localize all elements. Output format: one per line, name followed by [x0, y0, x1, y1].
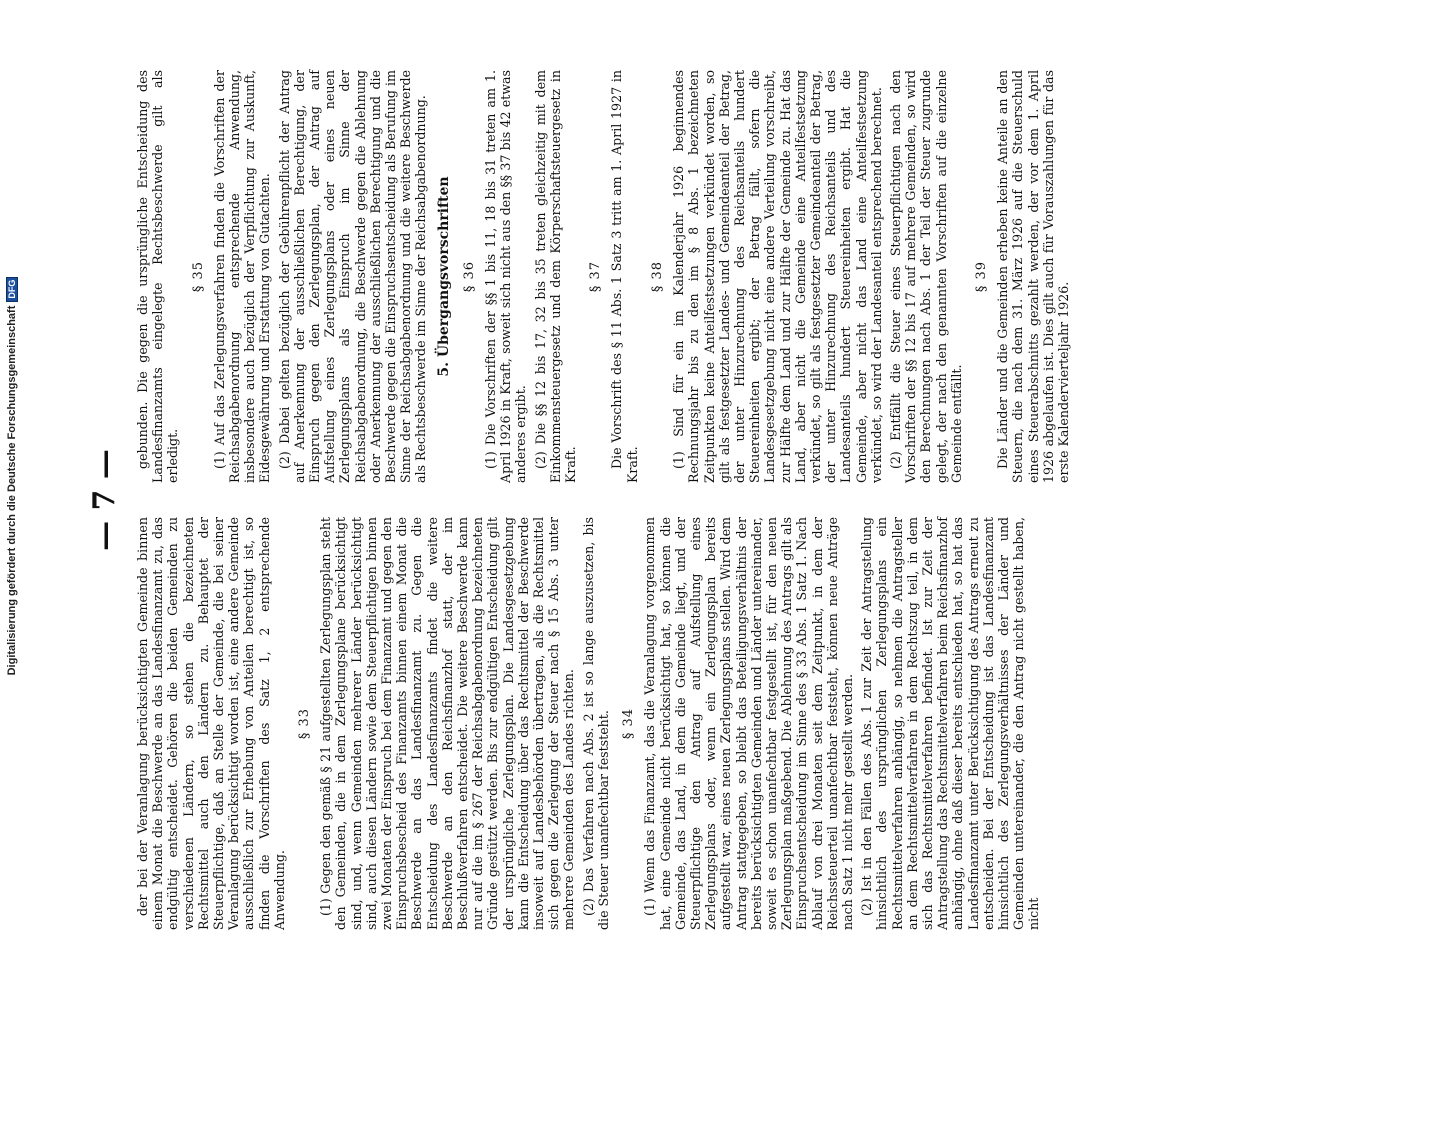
right-column — [135, 70, 1347, 483]
paragraph: (2) Das Verfahren nach Abs. 2 ist so lange auszusetzen, bis die Steuer unanfechtbar feststeht. — [580, 517, 611, 930]
left-column — [135, 517, 1347, 930]
section-number: § 37 — [588, 260, 604, 293]
section-heading: 5. Übergangsvorschriften — [435, 176, 452, 377]
credit-text: Digitalisierung gefördert durch die Deutsche Forschungsgemeinschaft — [6, 305, 18, 676]
section-number: § 33 — [297, 707, 313, 740]
section-number: § 38 — [649, 260, 665, 293]
paragraph: (1) Sind für ein im Kalenderjahr 1926 beginnendes Rechnungsjahr bis zu den im § 8 Abs. 1 bezeichneten Zeitpunkten keine Anteilfestsetzungen verkündet worden, so gilt als festgesetzter Landes- und Gemeindeanteil der Betrag, der unter Hinzurechnung des Reichsanteils hundert Steuereinheiten ergibt; der Betrag fällt, sofern die Landesgesetzgebung nicht eine andere Verteilung vorschreibt, zur Hälfte dem Land und zur Hälfte der Gemeinde zu. Hat das Land, aber nicht die Gemeinde eine Anteilfestsetzung verkündet, so gilt als festgesetzter Gemeindeanteil der Betrag, der unter Hinzurechnung des Reichsanteils und des Landesanteils hundert Steuereinheiten ergibt. Hat die Gemeinde, aber nicht das Land eine Anteilfestsetzung verkündet, so wird der Landesanteil entsprechend berechnet. — [671, 70, 884, 483]
paragraph: (2) Dabei gelten bezüglich der Gebührenpflicht der Antrag auf Anerkennung der ausschließlichen Berechtigung, der Einspruch gegen den Zerlegungsplan, der Antrag auf Aufstellung eines Zerlegungsplans oder eines neuen Zerlegungsplans als Einspruch im Sinne der Reichsabgabenordnung, die Beschwerde gegen die Ablehnung oder Anerkennung der ausschließlichen Berechtigung und die Beschwerde gegen die Einspruchsentscheidung als Berufung im Sinne der Reichsabgabenordnung und die weitere Beschwerde als Rechtsbeschwerde im Sinne der Reichsabgabenordnung. — [276, 70, 429, 483]
paragraph: (1) Gegen den gemäß § 21 aufgestellten Zerlegungsplan steht den Gemeinden, die in dem Zerlegungsplane berücksichtigt sind, und, wenn Gemeinden mehrerer Länder berücksichtigt sind, auch diesen Ländern sowie dem Steuerpflichtigen binnen zwei Monaten der Einspruch bei dem Finanzamt und gegen den Einspruchsbescheid des Finanzamts binnen einem Monat die Beschwerde an das Landesfinanzamt zu. Gegen die Entscheidung des Landesfinanzamts findet die weitere Beschwerde an den Reichsfinanzhof statt, der im Beschlußverfahren entscheidet. Die weitere Beschwerde kann nur auf die im § 267 der Reichsabgabenordnung bezeichneten Gründe gestützt werden. Bis zur endgültigen Entscheidung gilt der ursprüngliche Zerlegungsplan. Die Landesgesetzgebung kann die Entscheidung über das Rechtsmittel der Beschwerde insoweit auf Landesbehörden übertragen, als die Rechtsmittel sich gegen die Zerlegung der Steuer nach § 15 Abs. 3 unter mehrere Gemeinden des Landes richten. — [318, 517, 577, 930]
digitization-credit — [2, 20, 18, 992]
paragraph: (2) Die §§ 12 bis 17, 32 bis 35 treten gleichzeitig mit dem Einkommensteuergesetz und dem Körperschaftsteuergesetz in Kraft. — [532, 70, 579, 483]
section-number: § 35 — [190, 260, 206, 293]
paragraph: (2) Ist in den Fällen des Abs. 1 zur Zeit der Antragstellung hinsichtlich des ursprünglichen Zerlegungsplans ein Rechtsmittelverfahren anhängig, so nehmen die Antragsteller an dem Rechtsmittelverfahren in dem Rechtszug teil, in dem sich das Rechtsmittelverfahren befindet. Ist zur Zeit der Antragstellung das Rechtsmittelverfahren beim Reichsfinanzhof anhängig, ohne daß dieser bereits entschieden hat, so hat das Landesfinanzamt unter Berücksichtigung des Antrags erneut zu entscheiden. Bei der Entscheidung ist das Landesfinanzamt hinsichtlich des Zerlegungsverhältnisses der Länder und Gemeinden untereinander, die den Antrag nicht gestellt haben, nicht — [859, 517, 1042, 930]
paragraph: der bei der Veranlagung berücksichtigten Gemeinde binnen einem Monat die Beschwerde an das Landesfinanzamt zu, das endgültig entscheidet. Gehören die beiden Gemeinden zu verschiedenen Ländern, so stehen die bezeichneten Rechtsmittel auch den Ländern zu. Behauptet der Steuerpflichtige, daß an Stelle der Gemeinde, die bei seiner Veranlagung berücksichtigt worden ist, eine andere Gemeinde ausschließlich zur Erhebung von Anteilen berechtigt ist, so finden die Vorschriften des Satz 1, 2 entsprechende Anwendung. — [135, 517, 287, 930]
section-number: § 34 — [621, 707, 637, 740]
page-number: — 7 — — [87, 449, 122, 551]
upright-page — [87, 60, 1347, 940]
paragraph: Die Vorschrift des § 11 Abs. 1 Satz 3 tritt am 1. April 1927 in Kraft. — [609, 70, 640, 483]
rotated-sheet — [87, 0, 1347, 1130]
paragraph: (1) Wenn das Finanzamt, das die Veranlagung vorgenommen hat, eine Gemeinde nicht berücksichtigt hat, so können die Gemeinde, das Land, in dem die Gemeinde liegt, und der Steuerpflichtige den Antrag auf Aufstellung eines Zerlegungsplans oder, wenn ein Zerlegungsplan bereits aufgestellt war, eines neuen Zerlegungsplans stellen. Wird dem Antrag stattgegeben, so bleibt das Beteiligungsverhältnis der bereits berücksichtigten Gemeinden und Länder untereinander, soweit es schon unanfechtbar festgestellt ist, für den neuen Zerlegungsplan maßgebend. Die Ablehnung des Antrags gilt als Einspruchsentscheidung im Sinne des § 33 Abs. 1 Satz 1. Nach Ablauf von drei Monaten seit dem Zeitpunkt, in dem der Reichssteuerteil unanfechtbar feststeht, können neue Anträge nach Satz 1 nicht mehr gestellt werden. — [642, 517, 855, 930]
paragraph: (1) Auf das Zerlegungsverfahren finden die Vorschriften der Reichsabgabenordnung entsprechende Anwendung, insbesondere auch bezüglich der Verpflichtung zur Auskunft, Eidesgewährung und Erstattung von Gutachten. — [211, 70, 273, 483]
section-number: § 39 — [973, 260, 989, 293]
text-columns — [135, 70, 1347, 930]
paragraph: (1) Die Vorschriften der §§ 1 bis 11, 18 bis 31 treten am 1. April 1926 in Kraft, soweit sich nicht aus den §§ 37 bis 42 etwas anderes ergibt. — [483, 70, 529, 483]
dfg-logo: DFG — [6, 277, 18, 302]
section-number: § 36 — [461, 260, 477, 293]
paragraph: gebunden. Die gegen die ursprüngliche Entscheidung des Landesfinanzamts eingelegte Rechtsbeschwerde gilt als erledigt. — [135, 70, 181, 483]
paragraph: (2) Entfällt die Steuer eines Steuerpflichtigen nach den Vorschriften der §§ 12 bis 17 auf mehrere Gemeinden, so wird den Berechnungen nach Abs. 1 der Teil der Steuer zugrunde gelegt, der nach den genannten Vorschriften auf die einzelne Gemeinde entfällt. — [887, 70, 964, 483]
paragraph: Die Länder und die Gemeinden erheben keine Anteile an den Steuern, die nach dem 31. März 1926 auf die Steuerschuld eines Steuerabschnitts gezahlt werden, der vor dem 1. April 1926 abgelaufen ist. Dies gilt auch für Vorauszahlungen für das erste Kalendervierteljahr 1926. — [995, 70, 1071, 483]
